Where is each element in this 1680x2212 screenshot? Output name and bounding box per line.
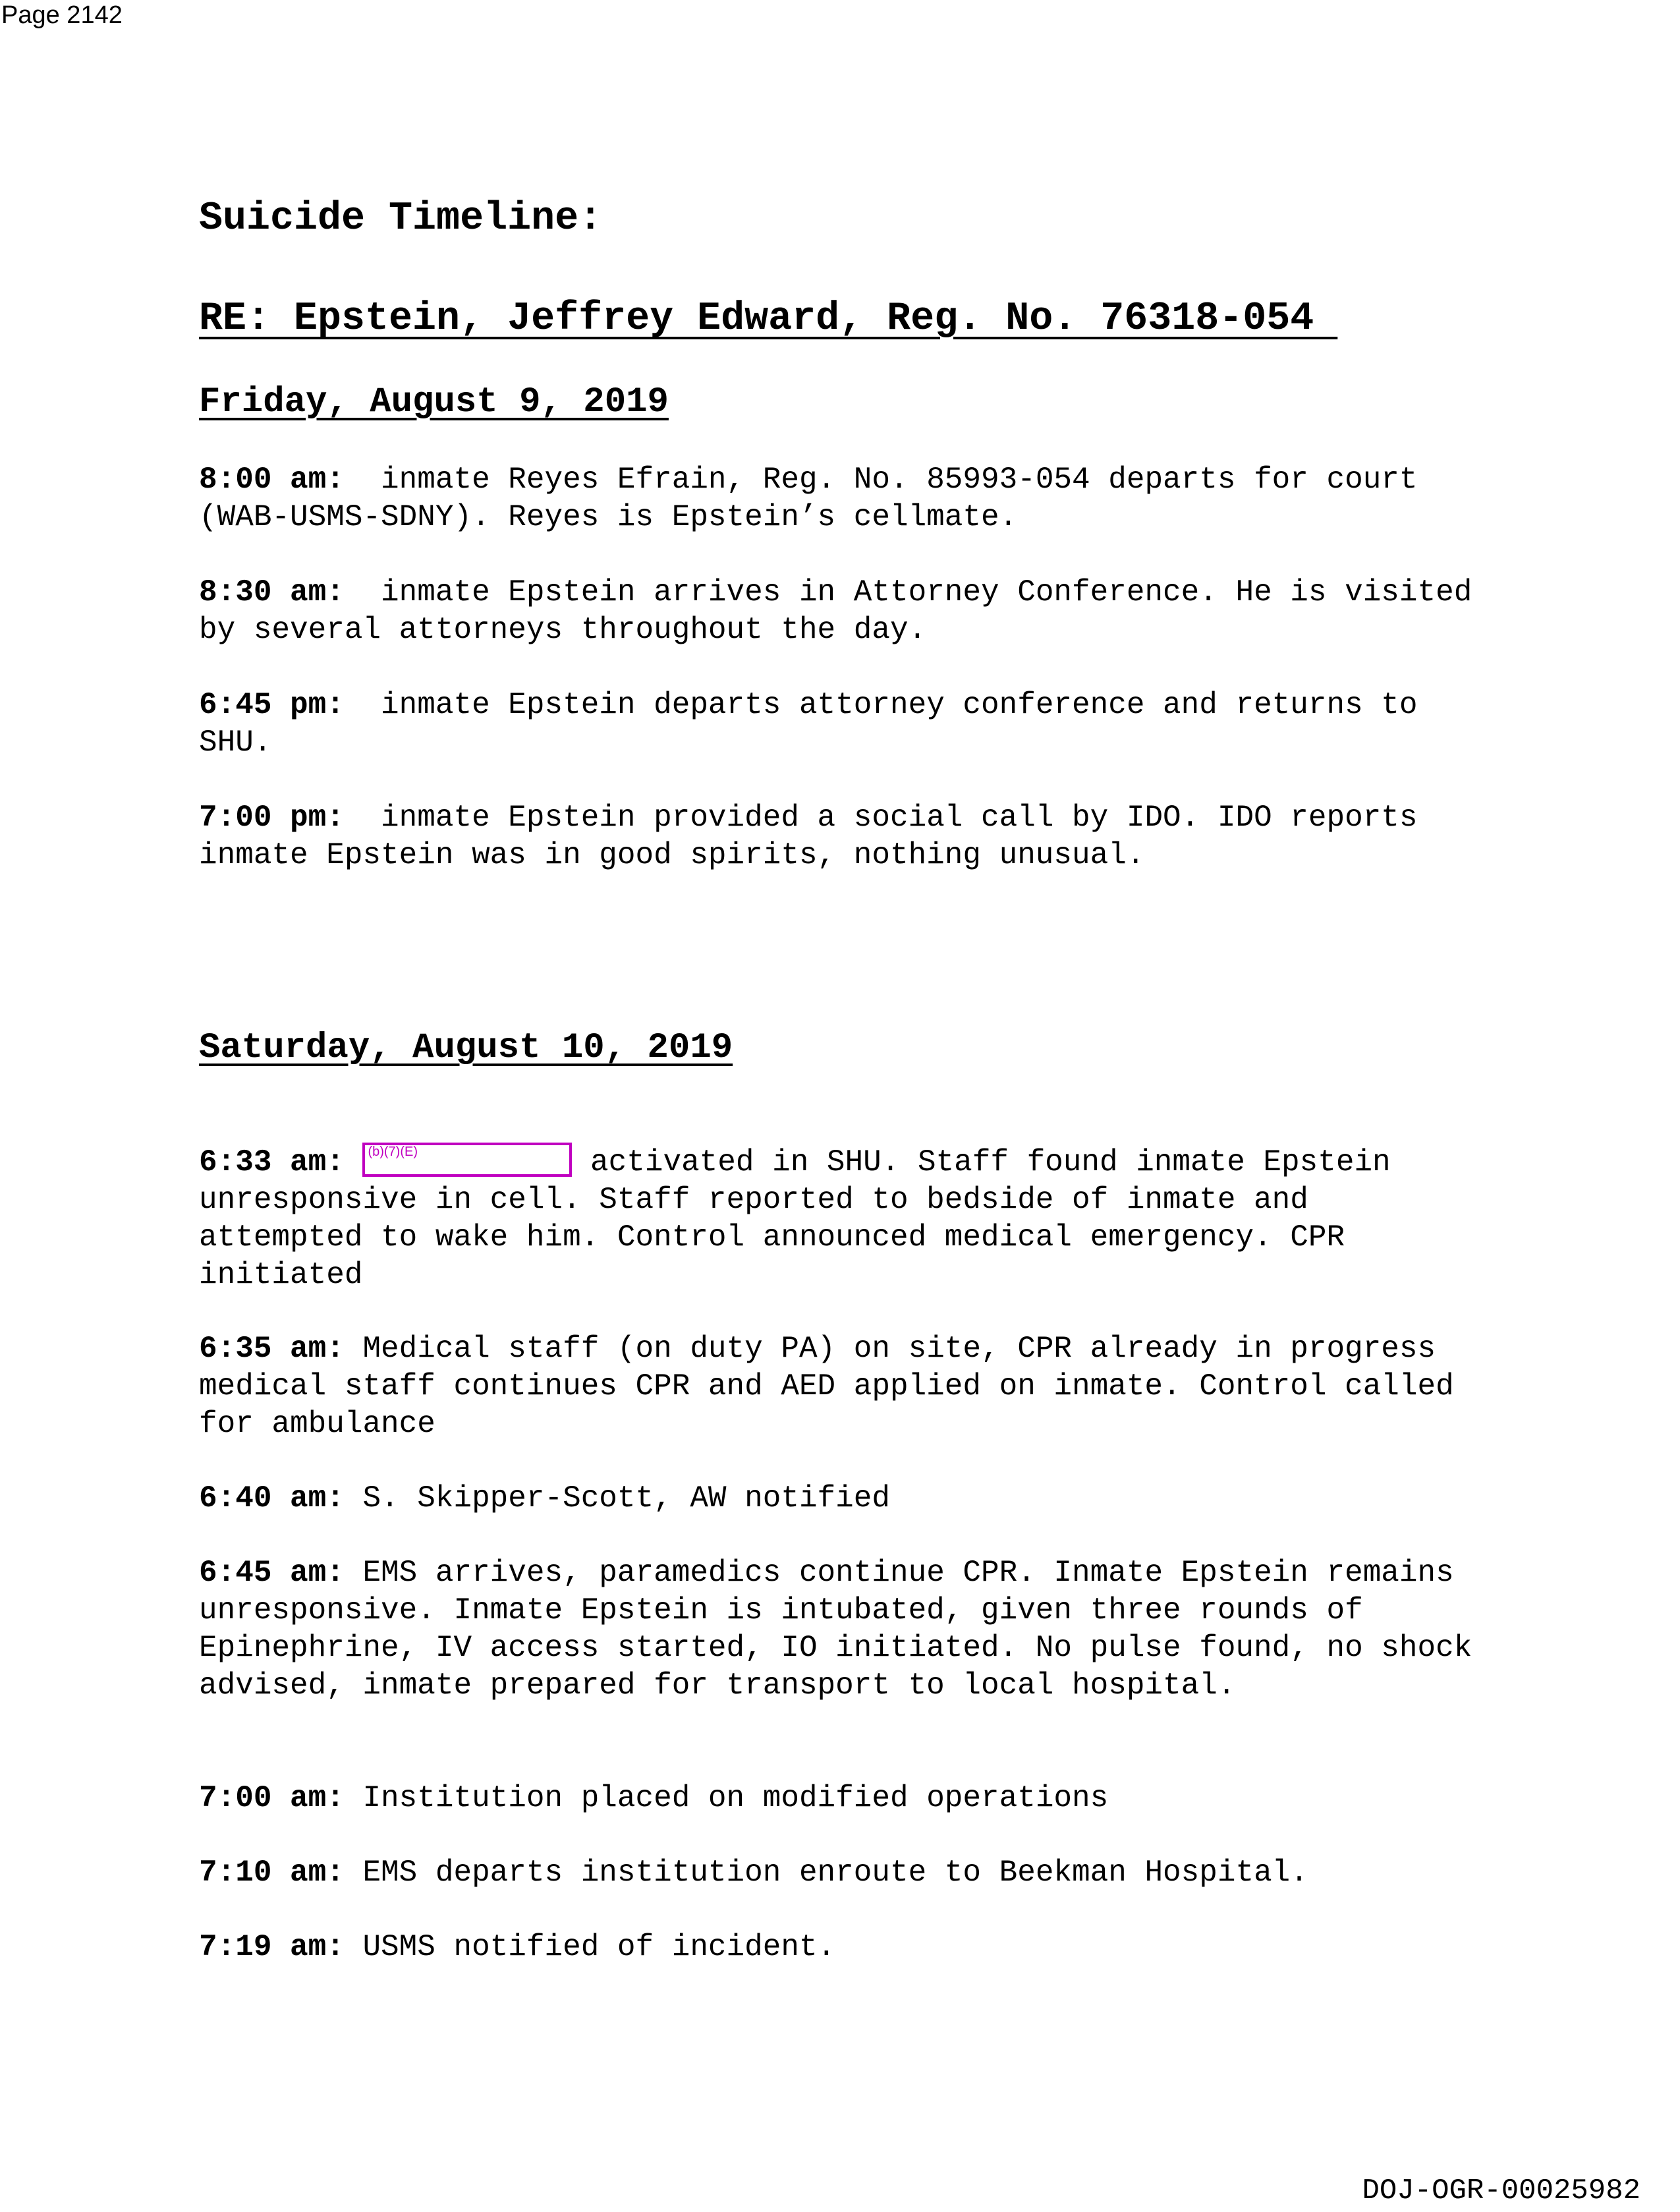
- entry-time: 7:19 am:: [199, 1930, 345, 1964]
- entry-time: 6:33 am:: [199, 1145, 345, 1179]
- entry-text: Medical staff (on duty PA) on site, CPR already in progress medical staff continues CPR and AED applied on inmate. Control called for ambulance: [199, 1332, 1472, 1441]
- entry-text: inmate Epstein arrives in Attorney Conference. He is visited by several attorneys throughout the day.: [199, 575, 1490, 647]
- timeline-entry: [199, 799, 1484, 874]
- timeline-entry: [199, 1929, 1484, 1966]
- entry-time: 6:40 am:: [199, 1481, 345, 1516]
- redaction-box: [362, 1143, 572, 1177]
- document-id-stamp: DOJ-OGR-00025982: [1362, 2174, 1640, 2207]
- timeline-entry: [199, 1554, 1490, 1705]
- timeline-entry: [199, 1780, 1484, 1817]
- entry-text: inmate Epstein departs attorney conference and returns to SHU.: [199, 688, 1436, 760]
- entry-text: inmate Reyes Efrain, Reg. No. 85993-054 departs for court (WAB-USMS-SDNY). Reyes is Epstein’s cellmate.: [199, 463, 1436, 534]
- timeline-entry: [199, 1143, 1484, 1294]
- timeline-entry: [199, 687, 1484, 762]
- entry-time: 7:00 am:: [199, 1781, 345, 1815]
- timeline-entry: [199, 1330, 1484, 1443]
- timeline-entry: [199, 461, 1484, 536]
- subject-line: RE: Epstein, Jeffrey Edward, Reg. No. 76318-054: [199, 297, 1338, 341]
- entry-text: inmate Epstein provided a social call by IDO. IDO reports inmate Epstein was in good spirits, nothing unusual.: [199, 801, 1436, 872]
- timeline-entry: [199, 574, 1490, 649]
- entry-time: 7:00 pm:: [199, 801, 345, 835]
- entry-text: Institution placed on modified operations: [344, 1781, 1109, 1815]
- entry-time: 8:30 am:: [199, 575, 345, 610]
- entry-time: 6:45 am:: [199, 1556, 345, 1590]
- redaction-label: (b)(7)(E): [368, 1145, 418, 1159]
- entry-time: 6:45 pm:: [199, 688, 345, 722]
- timeline-entry: [199, 1854, 1484, 1892]
- document-title: Suicide Timeline:: [199, 196, 603, 241]
- entry-time: 6:35 am:: [199, 1332, 345, 1366]
- entry-time: 7:10 am:: [199, 1856, 345, 1890]
- entry-text: EMS arrives, paramedics continue CPR. Inmate Epstein remains unresponsive. Inmate Epstein is intubated, given three rounds of Epinephrine, IV access started, IO initiated. No pulse found, no shock advised, inmate prepared for transport to local hospital.: [199, 1556, 1490, 1703]
- entry-time: 8:00 am:: [199, 463, 345, 497]
- page-number-label: Page 2142: [1, 1, 123, 29]
- entry-text: activated in SHU. Staff found inmate Epstein unresponsive in cell. Staff reported to bedside of inmate and attempted to wake him. Control announced medical emergency. CPR initiated: [199, 1145, 1409, 1292]
- entry-text: EMS departs institution enroute to Beekman Hospital.: [344, 1856, 1308, 1890]
- entry-text: USMS notified of incident.: [344, 1930, 836, 1964]
- day-heading-saturday: Saturday, August 10, 2019: [199, 1028, 733, 1068]
- timeline-entry: [199, 1480, 1484, 1517]
- day-heading-friday: Friday, August 9, 2019: [199, 382, 669, 422]
- entry-text: S. Skipper-Scott, AW notified: [344, 1481, 890, 1516]
